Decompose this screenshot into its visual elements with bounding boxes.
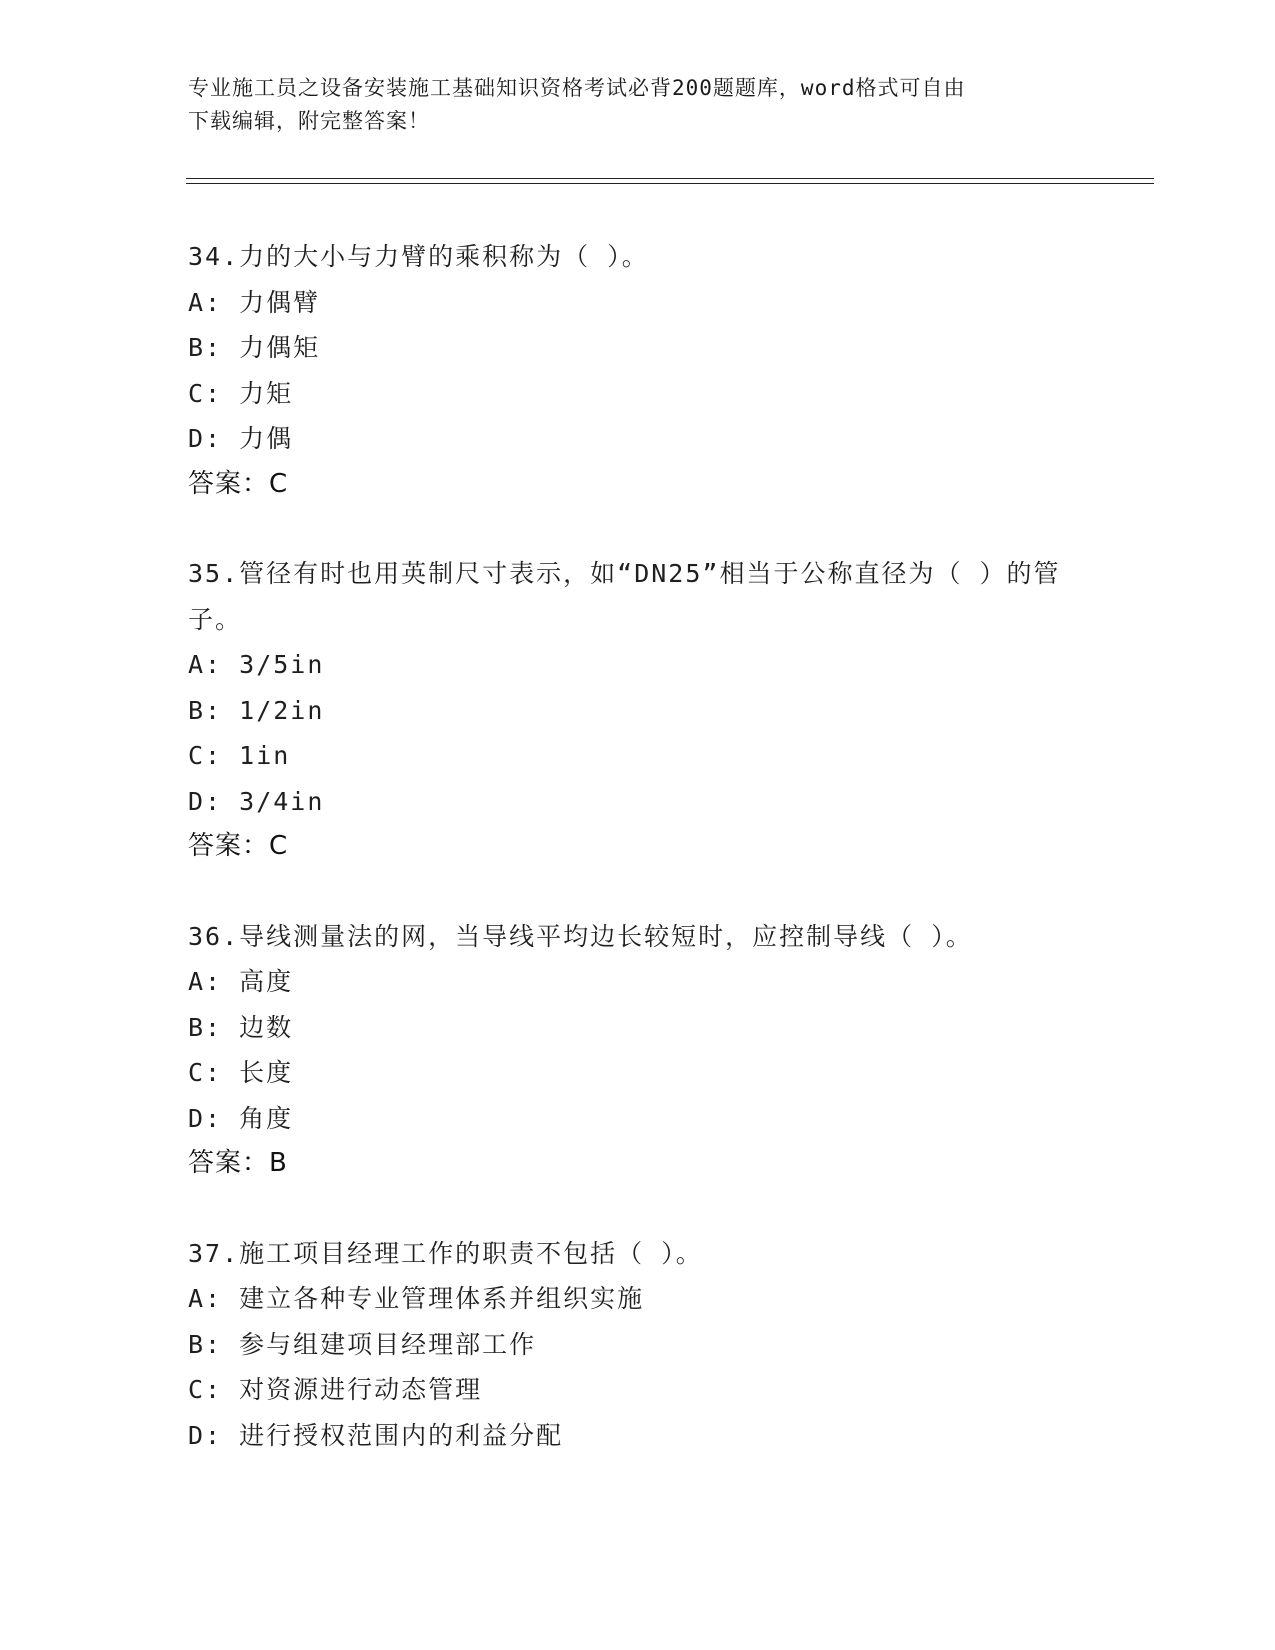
option-b: B: 1/2in — [188, 695, 325, 725]
option-a: A: 力偶臂 — [188, 287, 321, 317]
option-a: A: 3/5in — [188, 650, 325, 679]
header-divider — [186, 178, 1154, 184]
question-35 — [188, 551, 1088, 870]
option-d: D: 3/4in — [188, 786, 325, 816]
header-line-2: 下载编辑，附完整答案！ — [188, 109, 430, 133]
answer-line: 答案：C — [188, 468, 289, 499]
option-b: B: 力偶矩 — [188, 333, 321, 362]
option-d: D: 进行授权范围内的利益分配 — [188, 1420, 564, 1450]
option-d: D: 力偶 — [188, 424, 294, 453]
question-36 — [188, 914, 1088, 1187]
answer-line: 答案：B — [188, 1148, 288, 1178]
document-header — [188, 72, 1088, 138]
option-c: C: 力矩 — [188, 378, 294, 408]
option-b: B: 参与组建项目经理部工作 — [188, 1329, 537, 1359]
question-stem: 34.力的大小与力臂的乘积称为（ ）。 — [188, 242, 649, 271]
option-b: B: 边数 — [188, 1012, 294, 1042]
option-a: A: 建立各种专业管理体系并组织实施 — [188, 1284, 645, 1313]
option-c: C: 长度 — [188, 1058, 294, 1087]
question-list — [188, 234, 1088, 1502]
question-stem: 36.导线测量法的网，当导线平均边长较短时，应控制导线（ ）。 — [188, 921, 973, 951]
answer-line: 答案：C — [188, 831, 289, 861]
option-c: C: 1in — [188, 741, 291, 770]
question-34 — [188, 234, 1088, 507]
question-stem: 35.管径有时也用英制尺寸表示，如“DN25”相当于公称直径为（ ）的管子。 — [188, 559, 1061, 634]
option-a: A: 高度 — [188, 967, 294, 996]
option-d: D: 角度 — [188, 1103, 294, 1133]
question-37 — [188, 1231, 1088, 1459]
question-stem: 37.施工项目经理工作的职责不包括（ ）。 — [188, 1238, 703, 1268]
header-line-1: 专业施工员之设备安装施工基础知识资格考试必背200题题库，word格式可自由 — [188, 76, 966, 100]
option-c: C: 对资源进行动态管理 — [188, 1375, 483, 1404]
